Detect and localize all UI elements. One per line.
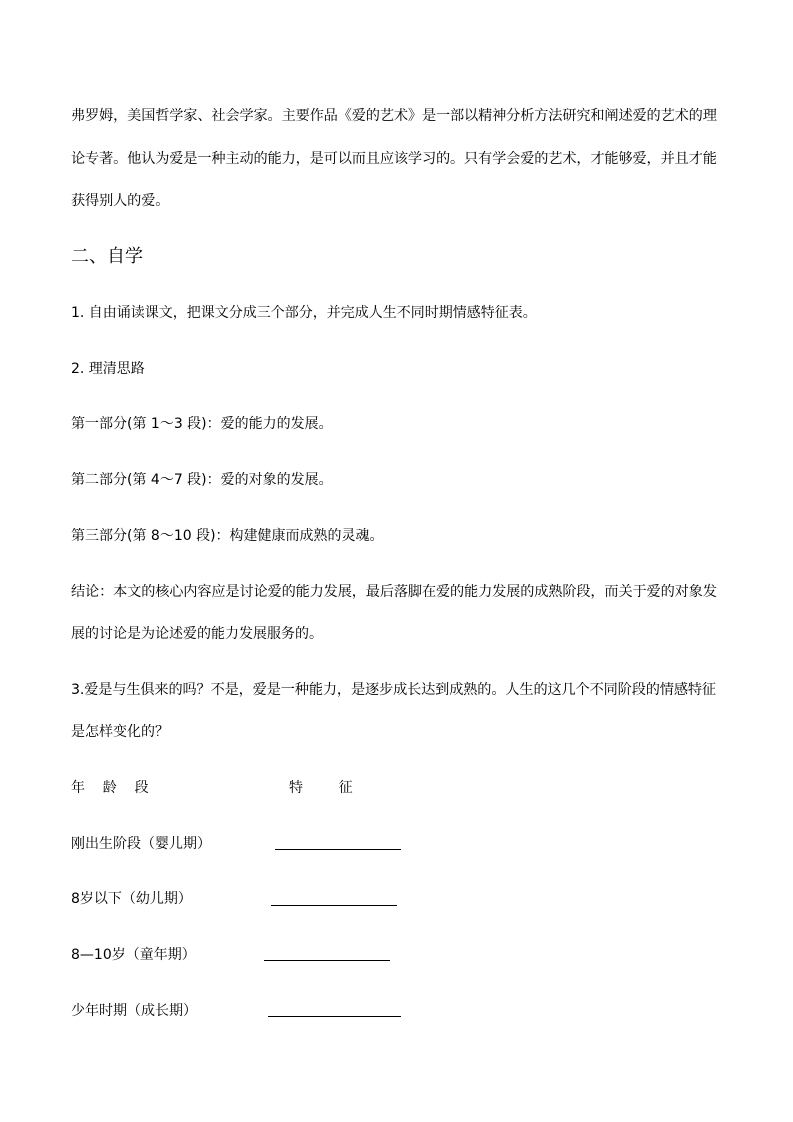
intro-line-3: 获得别人的爱。 xyxy=(71,193,170,209)
item-1: 1. 自由诵读课文，把课文分成三个部分，并完成人生不同时期情感特征表。 xyxy=(71,305,537,321)
table-row-label: 8—10岁（童年期） xyxy=(71,947,196,963)
table-header-age: 年 龄 段 xyxy=(71,780,149,796)
part-1: 第一部分(第 1～3 段)：爱的能力的发展。 xyxy=(71,416,333,432)
part-2: 第二部分(第 4～7 段)：爱的对象的发展。 xyxy=(71,472,333,488)
table-row-label: 8岁以下（幼儿期） xyxy=(71,891,192,907)
answer-blank[interactable] xyxy=(268,1016,401,1017)
table-row-label: 刚出生阶段（婴儿期） xyxy=(71,836,211,852)
question-line-1: 3.爱是与生俱来的吗？不是，爱是一种能力，是逐步成长达到成熟的。人生的这几个不同阶段的情感特征 xyxy=(71,682,716,698)
question-line-2: 是怎样变化的？ xyxy=(71,724,169,740)
section-heading: 二、自学 xyxy=(71,246,143,267)
part-3: 第三部分(第 8～10 段)：构建健康而成熟的灵魂。 xyxy=(71,528,384,544)
conclusion-line-1: 结论：本文的核心内容应是讨论爱的能力发展，最后落脚在爱的能力发展的成熟阶段，而关于爱的对象发 xyxy=(71,584,717,600)
intro-line-1: 弗罗姆，美国哲学家、社会学家。主要作品《爱的艺术》是一部以精神分析方法研究和阐述爱的艺术的理 xyxy=(71,108,717,124)
table-header-feature: 特 征 xyxy=(289,780,353,796)
conclusion-line-2: 展的讨论是为论述爱的能力发展服务的。 xyxy=(71,626,323,642)
answer-blank[interactable] xyxy=(271,905,397,906)
intro-line-2: 论专著。他认为爱是一种主动的能力，是可以而且应该学习的。只有学会爱的艺术，才能够爱，并且才能 xyxy=(71,151,717,167)
table-row-label: 少年时期（成长期） xyxy=(71,1003,197,1019)
answer-blank[interactable] xyxy=(275,849,401,850)
item-2: 2. 理清思路 xyxy=(71,361,145,377)
answer-blank[interactable] xyxy=(264,960,390,961)
